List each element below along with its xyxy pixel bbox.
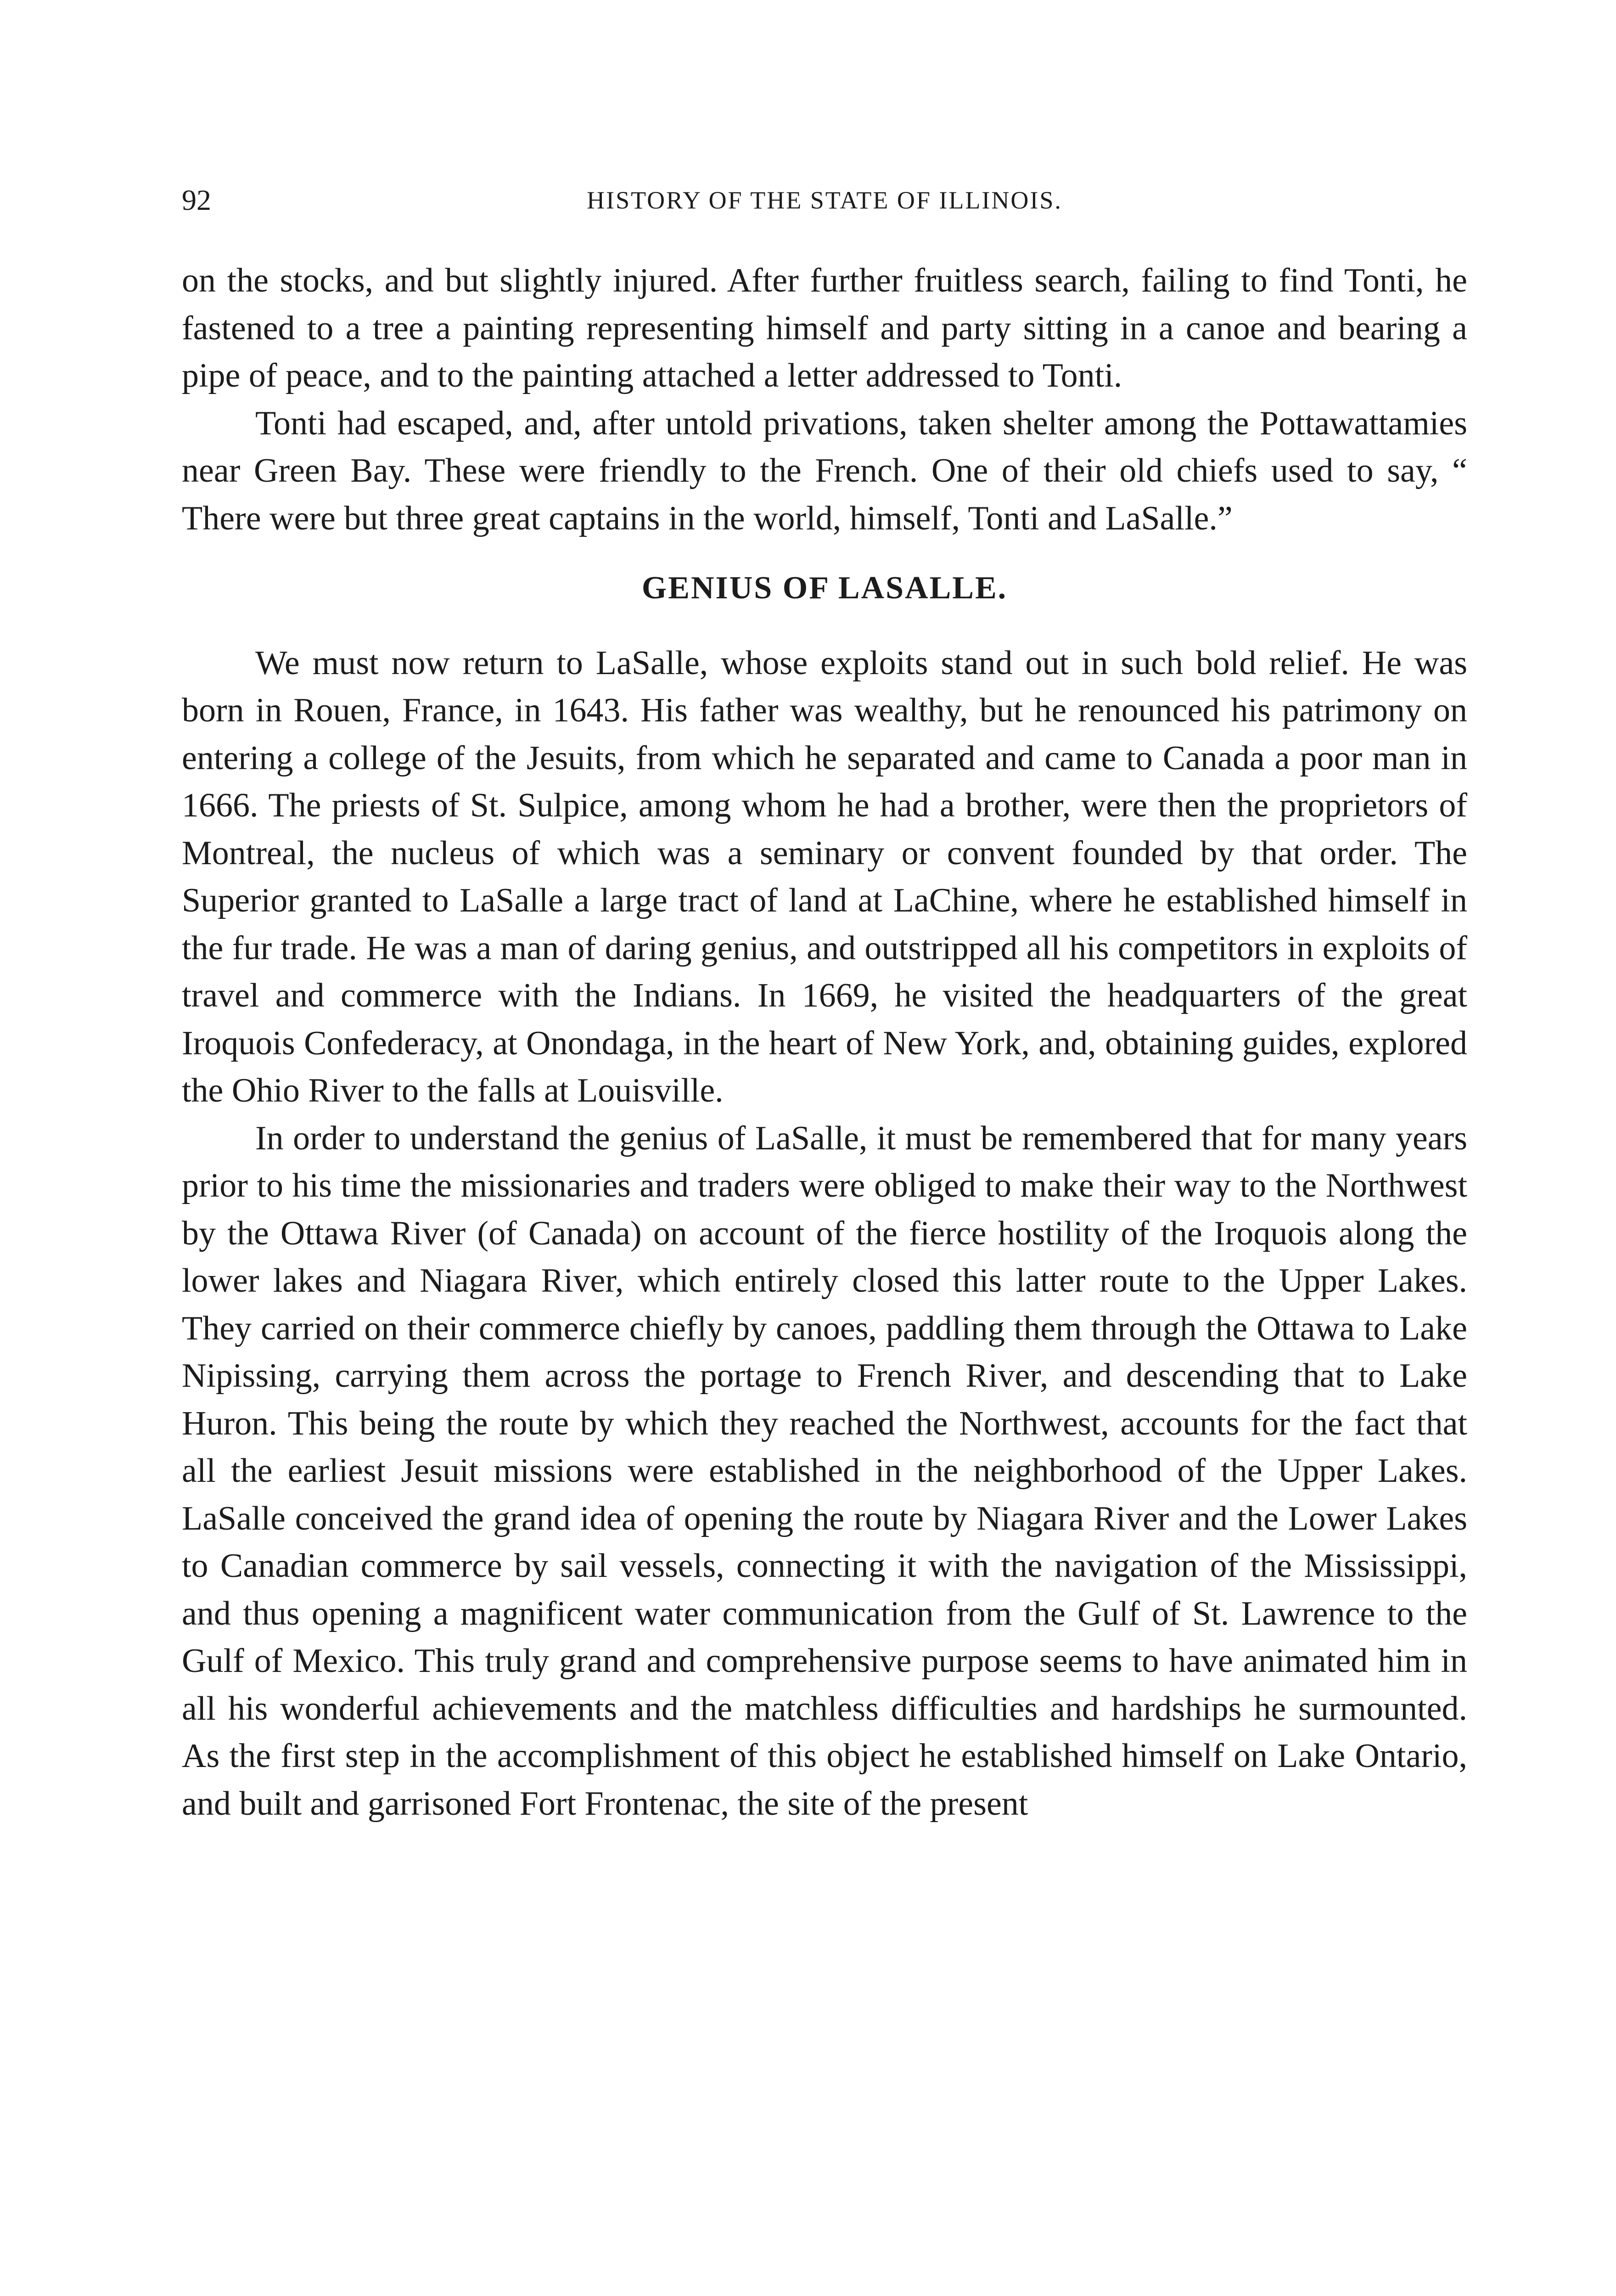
paragraph-lasalle-biography: We must now return to LaSalle, whose exploits stand out in such bold relief. He was born in Rouen, France, in 1643. His father was wealthy, but he renounced his patrimony on entering a college of the Jesuits, from which he separated and came to Canada a poor man in 1666. The priests of St. Sulpice, among whom he had a brother, were then the proprietors of Montreal, the nucleus of which was a seminary or convent founded by that order. The Superior granted to LaSalle a large tract of land at LaChine, where he established himself in the fur trade. He was a man of daring genius, and outstripped all his competitors in exploits of travel and commerce with the Indians. In 1669, he visited the headquarters of the great Iroquois Confederacy, at Onondaga, in the heart of New York, and, obtaining guides, explored the Ohio River to the falls at Louisville. [182,644,1467,1109]
paragraph-tonti-escape: Tonti had escaped, and, after untold privations, taken shelter among the Pottawattamies near Green Bay. These were friendly to the French. One of their old chiefs used to say, “ There were but three great captains in the world, himself, Tonti and LaSalle.” [182,404,1467,537]
page-number: 92 [182,184,211,216]
section-heading: GENIUS OF LASALLE. [641,570,1008,606]
body-text [182,257,1467,1828]
paragraph-lasalle-genius: In order to understand the genius of LaSalle, it must be remembered that for many years prior to his time the missionaries and traders were obliged to make their way to the Northwest by the Ottawa River (of Canada) on account of the fierce hostility of the Iroquois along the lower lakes and Niagara River, which entirely closed this latter route to the Upper Lakes. They carried on their commerce chiefly by canoes, paddling them through the Ottawa to Lake Nipissing, carrying them across the portage to French River, and descending that to Lake Huron. This being the route by which they reached the Northwest, accounts for the fact that all the earliest Jesuit missions were established in the neighborhood of the Upper Lakes. LaSalle conceived the grand idea of opening the route by Niagara River and the Lower Lakes to Canadian commerce by sail vessels, connecting it with the navigation of the Mississippi, and thus opening a magnificent water communication from the Gulf of St. Lawrence to the Gulf of Mexico. This truly grand and comprehensive purpose seems to have animated him in all his wonderful achievements and the matchless difficulties and hardships he surmounted. As the first step in the accomplishment of this object he established himself on Lake Ontario, and built and garrisoned Fort Frontenac, the site of the present [182,1119,1467,1823]
running-head [182,182,1467,219]
paragraph-continuation: on the stocks, and but slightly injured. After further fruitless search, failing to find Tonti, he fastened to a tree a painting representing himself and party sitting in a canoe and bearing a pipe of peace, and to the painting attached a letter addressed to Tonti. [182,262,1467,394]
running-title: HISTORY OF THE STATE OF ILLINOIS. [587,186,1062,214]
